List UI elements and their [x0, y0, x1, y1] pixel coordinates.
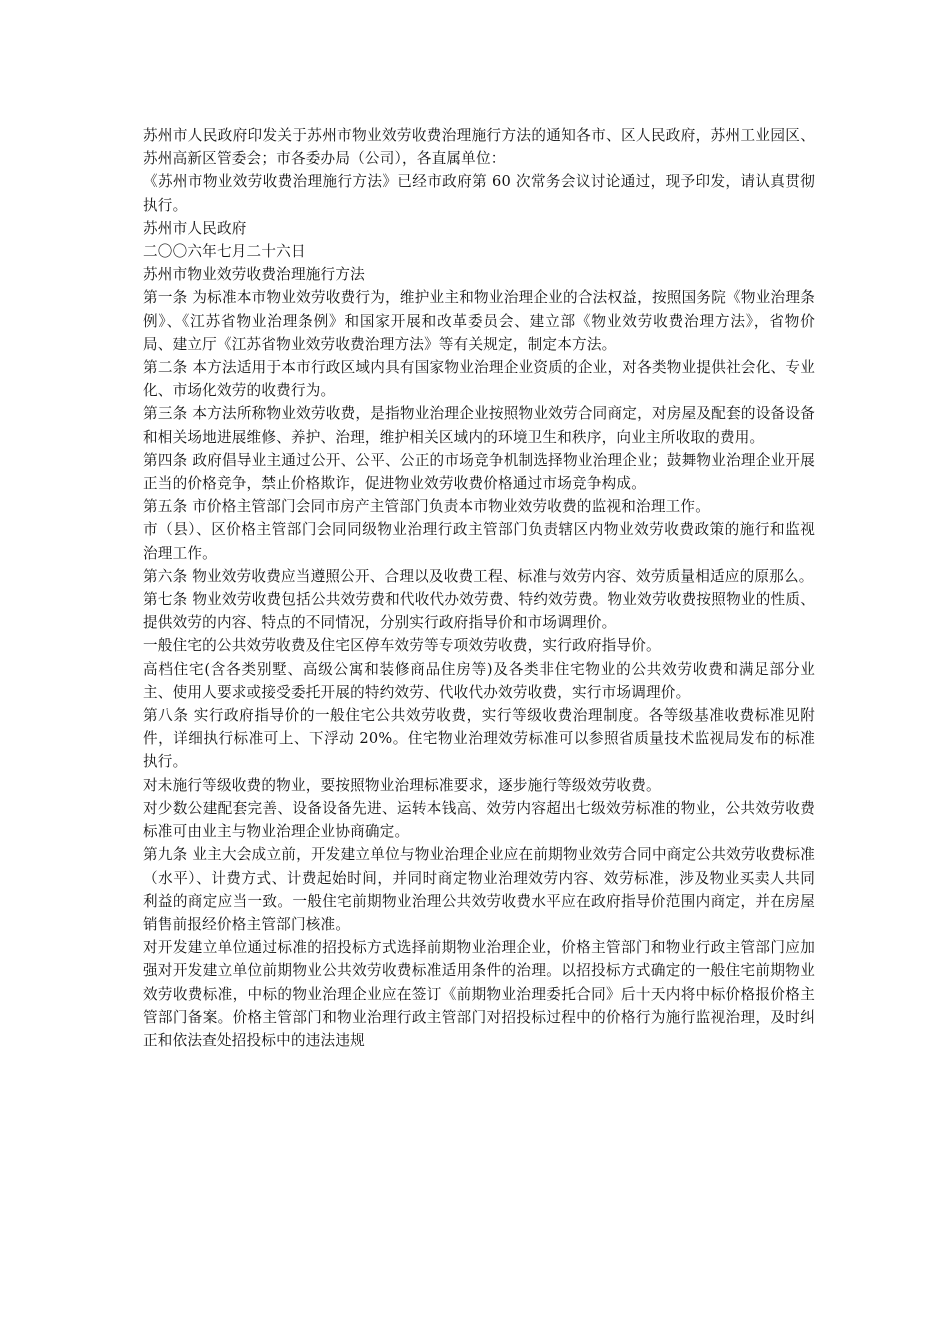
article-4: 第四条 政府倡导业主通过公开、公平、公正的市场竞争机制选择物业治理企业；鼓舞物业治理企业开展正当的价格竞争，禁止价格欺诈，促进物业效劳收费价格通过市场竞争构成。 — [143, 451, 815, 493]
article-8: 第八条 实行政府指导价的一般住宅公共效劳收费，实行等级收费治理制度。各等级基准收费标准见附件，详细执行标准可上、下浮动 20%。住宅物业治理效劳标准可以参照省质量技术监视局发布的标准执行。 — [143, 707, 815, 771]
article-9: 第九条 业主大会成立前，开发建立单位与物业治理企业应在前期物业效劳合同中商定公共效劳收费标准（水平）、计费方式、计费起始时间，并同时商定物业治理效劳内容、效劳标准，涉及物业买卖人共同利益的商定应当一致。一般住宅前期物业治理公共效劳收费水平应在政府指导价范围内商定，并在房屋销售前报经价格主管部门核准。 — [143, 846, 815, 933]
article-8-clause-2: 对未施行等级收费的物业，要按照物业治理标准要求，逐步施行等级效劳收费。 — [143, 776, 661, 794]
document-body — [143, 124, 815, 1052]
article-8-clause-3: 对少数公建配套完善、设备设备先进、运转本钱高、效劳内容超出七级效劳标准的物业，公共效劳收费标准可由业主与物业治理企业协商确定。 — [143, 799, 815, 841]
article-7-clause-3: 高档住宅(含各类别墅、高级公寓和装修商品住房等)及各类非住宅物业的公共效劳收费和满足部分业主、使用人要求或接受委托开展的特约效劳、代收代办效劳收费，实行市场调理价。 — [143, 660, 815, 701]
issuer-name: 苏州市人民政府 — [143, 219, 247, 237]
article-9-clause-2: 对开发建立单位通过标准的招投标方式选择前期物业治理企业，价格主管部门和物业行政主管部门应加强对开发建立单位前期物业公共效劳收费标准适用条件的治理。以招投标方式确定的一般住宅前期物业效劳收费标准，中标的物业治理企业应在签订《前期物业治理委托合同》后十天内将中标价格报价格主管部门备案。价格主管部门和物业治理行政主管部门对招投标过程中的价格行为施行监视治理，及时纠正和依法查处招投标中的违法违规 — [143, 939, 815, 1049]
notice-issue-paragraph: 《苏州市物业效劳收费治理施行方法》已经市政府第 60 次常务会议讨论通过，现予印发，请认真贯彻执行。 — [143, 173, 815, 214]
article-7: 第七条 物业效劳收费包括公共效劳费和代收代办效劳费、特约效劳费。物业效劳收费按照物业的性质、提供效劳的内容、特点的不同情况，分别实行政府指导价和市场调理价。 — [143, 591, 815, 632]
article-3: 第三条 本方法所称物业效劳收费，是指物业治理企业按照物业效劳合同商定，对房屋及配套的设备设备和相关场地进展维修、养护、治理，维护相关区域内的环境卫生和秩序，向业主所收取的费用。 — [143, 405, 815, 446]
regulation-title: 苏州市物业效劳收费治理施行方法 — [143, 266, 365, 284]
issue-date: 二〇〇六年七月二十六日 — [143, 243, 306, 261]
article-5-clause-2: 市（县）、区价格主管部门会同同级物业治理行政主管部门负责辖区内物业效劳收费政策的施行和监视治理工作。 — [143, 521, 815, 562]
article-2: 第二条 本方法适用于本市行政区域内具有国家物业治理企业资质的企业，对各类物业提供社会化、专业化、市场化效劳的收费行为。 — [143, 359, 815, 400]
article-7-clause-2: 一般住宅的公共效劳收费及住宅区停车效劳等专项效劳收费，实行政府指导价。 — [143, 637, 661, 655]
article-5: 第五条 市价格主管部门会同市房产主管部门负责本市物业效劳收费的监视和治理工作。 — [143, 498, 711, 516]
notice-opening-paragraph: 苏州市人民政府印发关于苏州市物业效劳收费治理施行方法的通知各市、区人民政府，苏州工业园区、苏州高新区管委会；市各委办局（公司），各直属单位： — [143, 127, 815, 168]
article-1: 第一条 为标准本市物业效劳收费行为，维护业主和物业治理企业的合法权益，按照国务院《物业治理条例》、《江苏省物业治理条例》和国家开展和改革委员会、建立部《物业效劳收费治理方法》，省物价局、建立厅《江苏省物业效劳收费治理方法》等有关规定，制定本方法。 — [143, 289, 815, 353]
article-6: 第六条 物业效劳收费应当遵照公开、合理以及收费工程、标准与效劳内容、效劳质量相适应的原那么。 — [143, 567, 814, 585]
